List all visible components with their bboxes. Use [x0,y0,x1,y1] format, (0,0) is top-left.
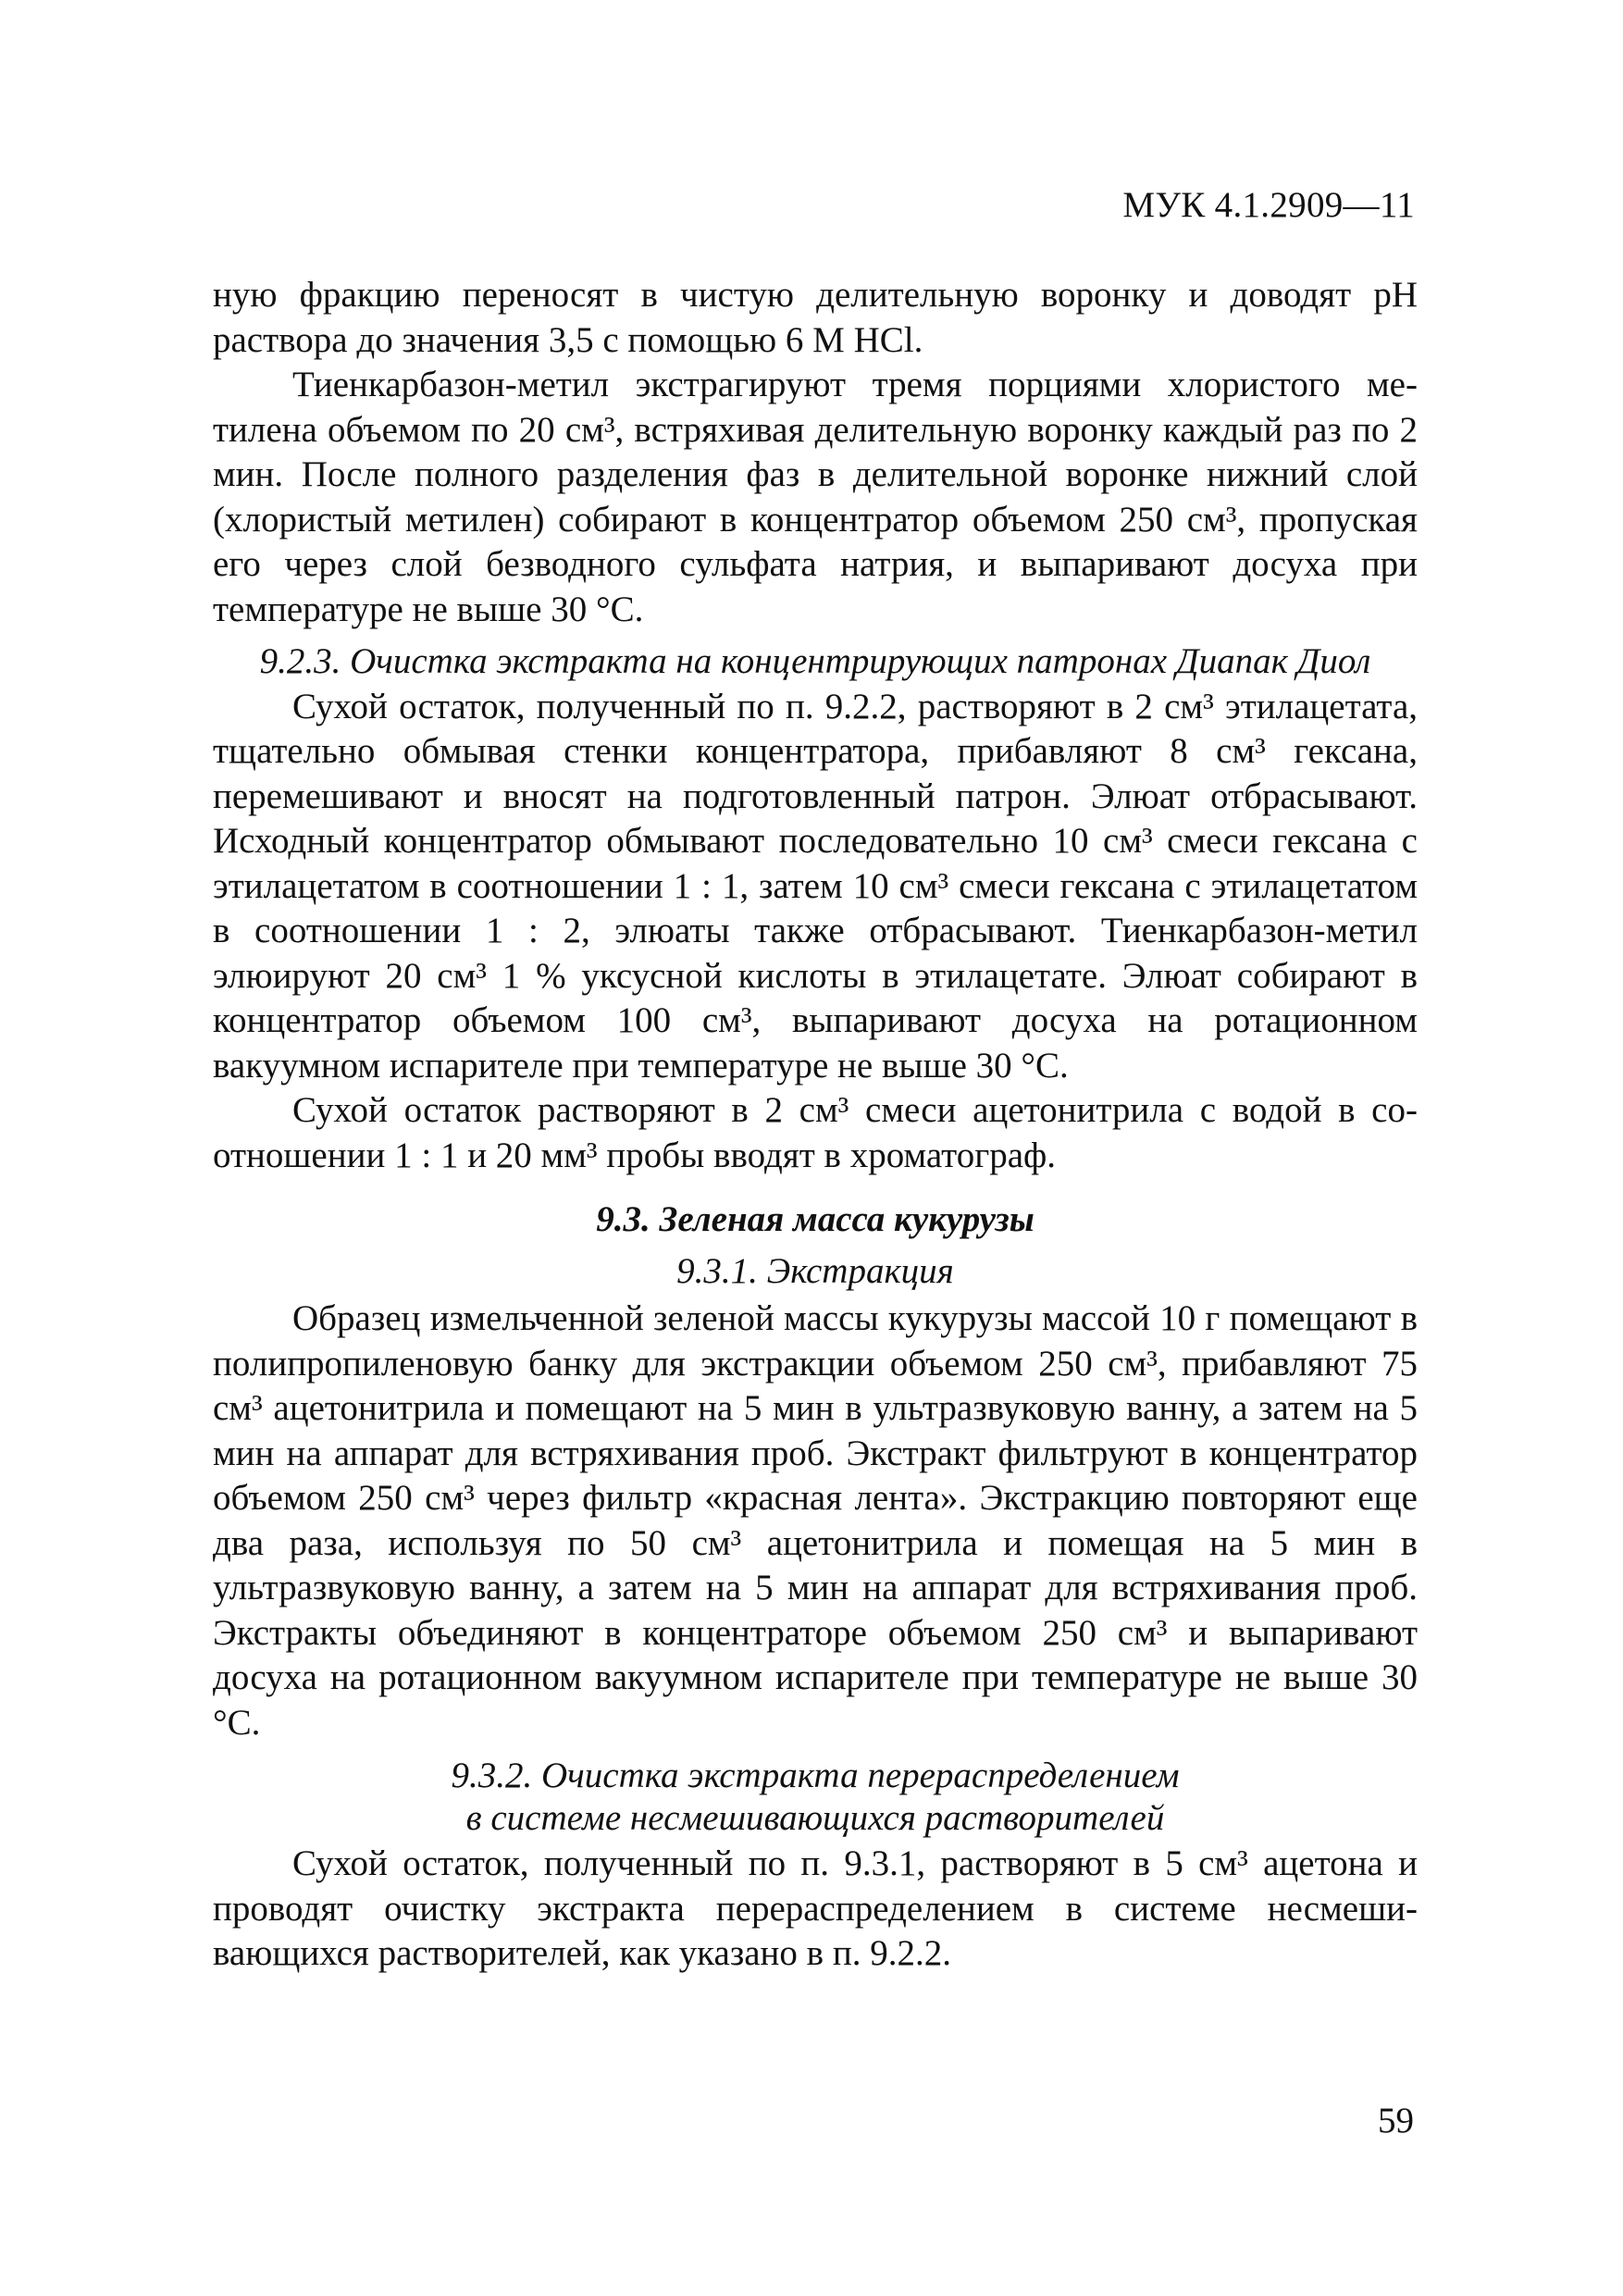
paragraph-dissolve-inject: Сухой остаток растворяют в 2 см³ смеси ацетонитрила с водой в соотношении 1 : 1 и 20 мм³ пробы вводят в хроматограф. [213,1090,1418,1175]
page-number: 59 [1378,2101,1414,2141]
running-header: МУК 4.1.2909—11 [1122,185,1415,225]
heading-9-3-2-line1: 9.3.2. Очистка экстракта перераспределением [451,1756,1180,1795]
heading-9-3-2 [213,1755,1418,1840]
heading-9-3-2-line2: в системе несмешивающихся растворителей [465,1798,1165,1838]
paragraph-extraction-methylene-chloride: Тиенкарбазон-метил экстрагируют тремя порциями хлористого метилена объемом по 20 см³, встряхивая делительную воронку каждый раз по 2 мин. После полного разделения фаз в делительной воронке нижний слой (хлористый метилен) собирают в концентратор объемом 250 см³, пропуская его через слой безводного сульфата натрия, и выпаривают досуха при температуре не выше 30 °С. [213,365,1418,629]
section-title-9-3: 9.3. Зеленая масса кукурузы [596,1199,1035,1239]
heading-9-3-1: 9.3.1. Экстракция [676,1251,954,1291]
body-text [213,273,1418,1977]
paragraph-corn-extraction: Образец измельченной зеленой массы кукурузы массой 10 г помещают в полипропиленовую банку для экстракции объемом 250 см³, прибавляют 75 см³ ацетонитрила и помещают на 5 мин в ультразвуковую ванну, а затем на 5 мин на аппарат для встряхивания проб. Экстракт фильтруют в концентратор объемом 250 см³ через фильтр «красная лента». Экстракцию повторяют еще два раза, используя по 50 см³ ацетонитрила и помещая на 5 мин в ультразвуковую ванну, а затем на 5 мин на аппарат для встряхивания проб. Экстракты объединяют в концентраторе объемом 250 см³ и выпаривают досуха на ротационном вакуумном испарителе при температуре не выше 30 °С. [213,1298,1418,1743]
heading-9-2-3: 9.2.3. Очистка экстракта на концентрирующих патронах Диапак Диол [259,641,1371,681]
paragraph-continuation: ную фракцию переносят в чистую делительную воронку и доводят pH раствора до значения 3,5 с помощью 6 М HCl. [213,275,1418,360]
paragraph-corn-cleanup: Сухой остаток, полученный по п. 9.3.1, растворяют в 5 см³ ацетона и проводят очистку экстракта перераспределением в системе несмешивающихся растворителей, как указано в п. 9.2.2. [213,1843,1418,1973]
paragraph-dry-residue-cleanup: Сухой остаток, полученный по п. 9.2.2, растворяют в 2 см³ этилацетата, тщательно обмывая стенки концентратора, прибавляют 8 см³ гексана, перемешивают и вносят на подготовленный патрон. Элюат отбрасывают. Исходный концентратор обмывают последовательно 10 см³ смеси гексана с этилацетатом в соотношении 1 : 1, затем 10 см³ смеси гексана с этилацетатом в соотношении 1 : 2, элюаты также отбрасывают. Тиенкарбазон-метил элюируют 20 см³ 1 % уксусной кислоты в этилацетате. Элюат собирают в концентратор объемом 100 см³, выпаривают досуха на ротационном вакуумном испарителе при температуре не выше 30 °С. [213,686,1418,1086]
